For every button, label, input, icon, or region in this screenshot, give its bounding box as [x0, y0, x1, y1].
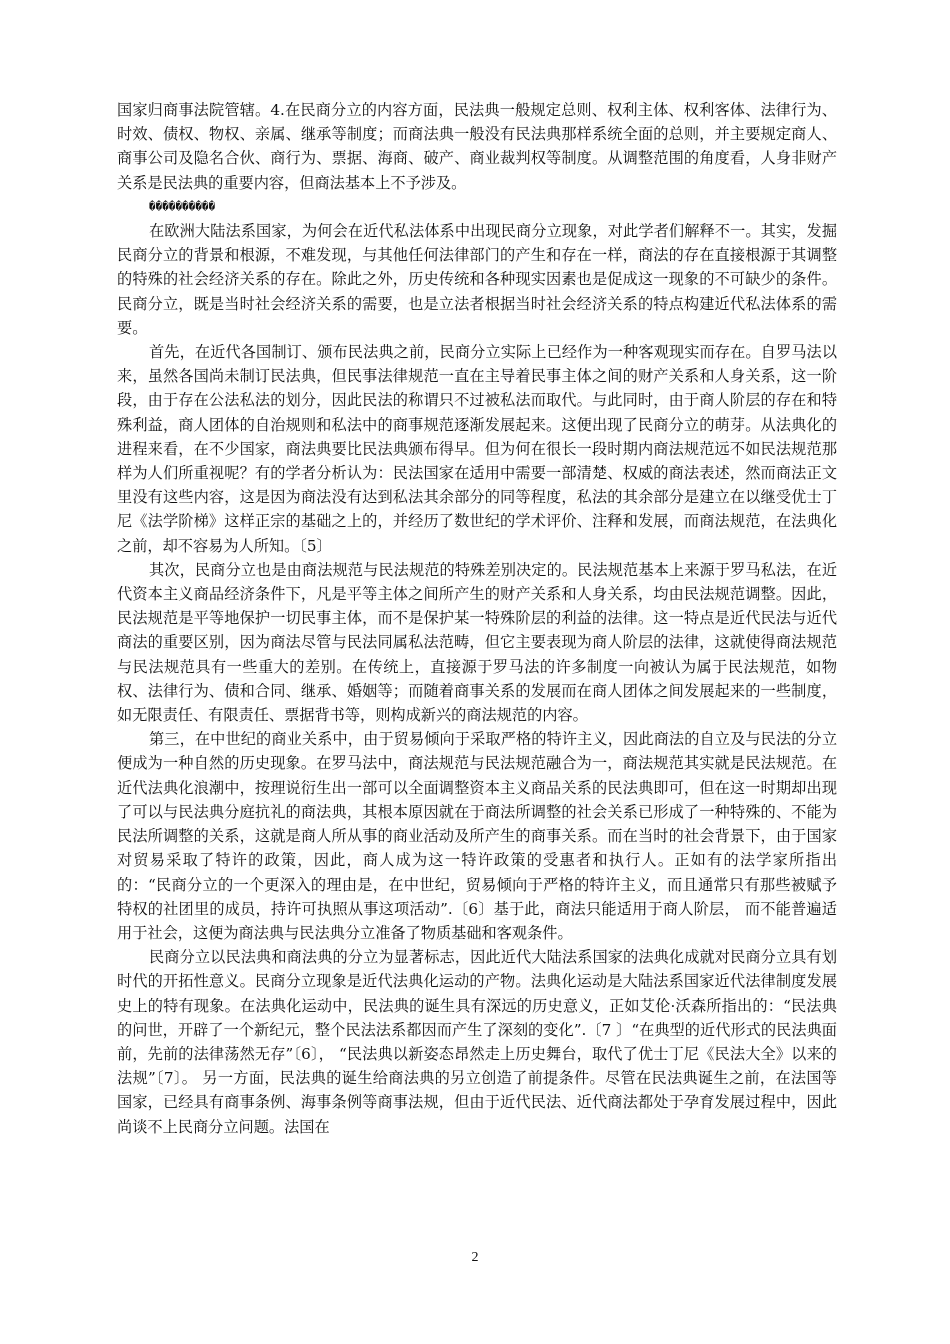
document-body: [117, 98, 837, 1139]
paragraph: 第三，在中世纪的商业关系中，由于贸易倾向于采取严格的特许主义，因此商法的自立及与民法的分立便成为一种自然的历史现象。在罗马法中，商法规范与民法规范融合为一，商法规范其实就是民法规范。在近代法典化浪潮中，按理说衍生出一部可以全面调整资本主义商品关系的民法典即可，但在这一时期却出现了可以与民法典分庭抗礼的商法典，其根本原因就在于商法所调整的社会关系已形成了一种特殊的、不能为民法所调整的关系，这就是商人所从事的商业活动及所产生的商事关系。而在当时的社会背景下，由于国家对贸易采取了特许的政策，因此，商人成为这一特许政策的受惠者和执行人。正如有的法学家所指出的：“民商分立的一个更深入的理由是，在中世纪，贸易倾向于严格的特许主义，而且通常只有那些被赋予特权的社团里的成员，持许可执照从事这项活动”.〔6〕基于此，商法只能适用于商人阶层， 而不能普遍适用于社会，这便为商法典与民法典分立准备了物质基础和客观条件。: [117, 730, 837, 942]
section-heading-garbled: ����������: [149, 199, 216, 213]
paragraph: 在欧洲大陆法系国家，为何会在近代私法体系中出现民商分立现象，对此学者们解释不一。其实，发掘民商分立的背景和根源，不难发现，与其他任何法律部门的产生和存在一样，商法的存在直接根源于其调整的特殊的社会经济关系的存在。除此之外，历史传统和各种现实因素也是促成这一现象的不可缺少的条件。民商分立，既是当时社会经济关系的需要，也是立法者根据当时社会经济关系的特点构建近代私法体系的需要。: [117, 222, 837, 337]
paragraph: 首先，在近代各国制订、颁布民法典之前，民商分立实际上已经作为一种客观现实而存在。自罗马法以来，虽然各国尚未制订民法典，但民事法律规范一直在主导着民事主体之间的财产关系和人身关系，这一阶段，由于存在公法私法的划分，因此民法的称谓只不过被私法而取代。与此同时，由于商人阶层的存在和特殊利益，商人团体的自治规则和私法中的商事规范逐渐发展起来。这便出现了民商分立的萌芽。从法典化的进程来看，在不少国家，商法典要比民法典颁布得早。但为何在很长一段时期内商法规范远不如民法规范那样为人们所重视呢？有的学者分析认为：民法国家在适用中需要一部清楚、权威的商法表述，然而商法正文里没有这些内容，这是因为商法没有达到私法其余部分的同等程度，私法的其余部分是建立在以继受优士丁尼《法学阶梯》这样正宗的基础之上的，并经历了数世纪的学术评价、注释和发展，而商法规范，在法典化之前，却不容易为人所知。〔5〕: [117, 343, 837, 555]
page-number: 2: [471, 1250, 479, 1265]
paragraph-continued: 国家归商事法院管辖。4.在民商分立的内容方面，民法典一般规定总则、权利主体、权利客体、法律行为、时效、债权、物权、亲属、继承等制度；而商法典一般没有民法典那样系统全面的总则，并主要规定商人、商事公司及隐名合伙、商行为、票据、海商、破产、商业裁判权等制度。从调整范围的角度看，人身非财产关系是民法典的重要内容，但商法基本上不予涉及。: [117, 101, 837, 192]
paragraph: 民商分立以民法典和商法典的分立为显著标志，因此近代大陆法系国家的法典化成就对民商分立具有划时代的开拓性意义。民商分立现象是近代法典化运动的产物。法典化运动是大陆法系国家近代法律制度发展史上的特有现象。在法典化运动中，民法典的诞生具有深远的历史意义，正如艾伦·沃森所指出的：“民法典的问世，开辟了一个新纪元，整个民法法系都因而产生了深刻的变化”.〔7 〕“在典型的近代形式的民法典面前，先前的法律荡然无存”〔6〕， “民法典以新姿态昂然走上历史舞台，取代了优士丁尼《民法大全》以来的法规”〔7〕。 另一方面，民法典的诞生给商法典的另立创造了前提条件。尽管在民法典诞生之前，在法国等国家，已经具有商事条例、海事条例等商事法规，但由于近代民法、近代商法都处于孕育发展过程中，因此尚谈不上民商分立问题。法国在: [117, 948, 837, 1136]
paragraph: 其次，民商分立也是由商法规范与民法规范的特殊差别决定的。民法规范基本上来源于罗马私法，在近代资本主义商品经济条件下，凡是平等主体之间所产生的财产关系和人身关系，均由民法规范调整。因此，民法规范是平等地保护一切民事主体，而不是保护某一特殊阶层的利益的法律。这一特点是近代民法与近代商法的重要区别，因为商法尽管与民法同属私法范畴，但它主要表现为商人阶层的法律，这就使得商法规范与民法规范具有一些重大的差别。在传统上，直接源于罗马法的许多制度一向被认为属于民法规范，如物权、法律行为、债和合同、继承、婚姻等；而随着商事关系的发展而在商人团体之间发展起来的一些制度，如无限责任、有限责任、票据背书等，则构成新兴的商法规范的内容。: [117, 560, 837, 725]
